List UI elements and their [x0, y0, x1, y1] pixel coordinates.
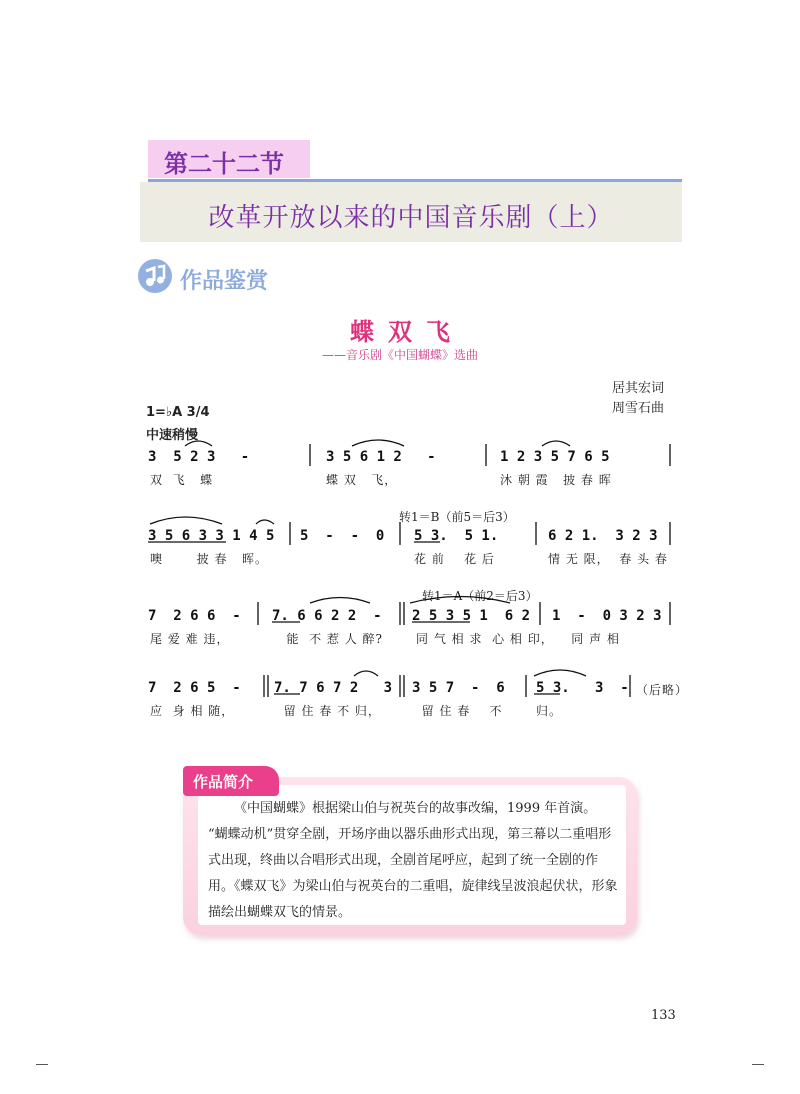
section-title: 改革开放以来的中国音乐剧（上） — [208, 203, 614, 233]
section-number: 第二十二节 — [164, 150, 284, 178]
lyric-line: 同 气 相 求 心 相 印， — [416, 632, 554, 646]
intro-text — [208, 796, 618, 926]
lyric-line: 同 声 相 — [552, 632, 620, 646]
page-number: 133 — [651, 1008, 676, 1023]
score-measure: 3 5 7 - 6 — [412, 680, 505, 696]
tempo-marking: 中速稍慢 — [146, 428, 199, 443]
lyric-line: 蝶 双 飞， — [326, 473, 398, 487]
slur — [542, 441, 570, 446]
omission-note: （后略） — [636, 683, 689, 697]
lyricist-credit: 居其宏词 — [612, 381, 665, 396]
lyric-line: 双 飞 蝶 — [150, 473, 214, 487]
score-measure: 3 5 2 3 - — [148, 449, 250, 465]
score-measure: 5 3. 3 - — [536, 680, 629, 696]
lyric-line: 应 身 相 随， — [150, 704, 235, 718]
composer-credit: 周雪石曲 — [612, 401, 665, 416]
slur — [185, 441, 212, 446]
intro-paragraph: “蝴蝶动机”贯穿全剧，开场序曲以器乐曲形式出现，第三幕以二重唱形式出现，终曲以合唱形式出现，全剧首尾呼应，起到了统一全剧的作用。《蝶双飞》为梁山伯与祝英台的二重唱，旋律线呈波浪起伏状，形象描绘出蝴蝶双飞的情景。 — [208, 827, 618, 920]
lyric-line: 情 无 限， 春 头 春 — [548, 552, 668, 566]
lyric-line: 留 住 春 不 归， — [274, 704, 381, 718]
score-measure: 3 5 6 3 3 1 4 5 — [148, 528, 275, 544]
key-signature: 1=♭A 3/4 — [146, 405, 210, 420]
score-measure: 7. 7 6 7 2 3 — [274, 680, 393, 696]
slur — [310, 598, 370, 604]
lyric-line: 沐 朝 霞 披 春 晖 — [500, 473, 612, 487]
score-measure: 1 2 3 5 7 6 5 — [500, 449, 610, 465]
lyric-line: 尾 爱 难 违， — [150, 632, 230, 646]
intro-paragraph: 《中国蝴蝶》根据梁山伯与祝英台的故事改编，1999 年首演。 — [234, 801, 597, 816]
crop-mark — [36, 1064, 48, 1065]
score-measure: 7 2 6 6 - — [148, 608, 241, 624]
slur — [534, 670, 586, 676]
lyric-line: 噢 披 春 晖。 — [150, 552, 268, 566]
lyric-line: 花 前 花 后 — [414, 552, 495, 566]
lyric-line: 归。 — [536, 704, 563, 718]
intro-tag-label: 作品简介 — [193, 773, 254, 791]
modulation-marking: 转1＝A（前2＝后3） — [422, 589, 538, 603]
score-measure: 1 - 0 3 2 3 — [552, 608, 662, 624]
slur — [150, 517, 222, 524]
appreciation-heading: 作品鉴赏 — [180, 269, 269, 294]
slur — [352, 440, 404, 446]
modulation-marking: 转1＝B（前5＝后3） — [399, 510, 515, 524]
score-measure: 5 3. 5 1. — [414, 528, 499, 544]
slur — [410, 597, 510, 604]
score-measure: 5 - - 0 — [300, 528, 385, 544]
score-measure: 3 5 6 1 2 - — [326, 449, 436, 465]
score-measure: 7 2 6 5 - — [148, 680, 241, 696]
score-measure: 6 2 1. 3 2 3 — [548, 528, 658, 544]
lyric-line: 能 不 惹 人 醉? — [272, 632, 383, 646]
score-measure: 7. 6 6 2 2 - — [272, 608, 382, 624]
crop-mark — [752, 1064, 764, 1065]
score-measure: 2 5 3 5 1 6 2 — [412, 608, 531, 624]
lyric-line: 留 住 春 不 — [412, 704, 503, 718]
song-title: 蝶双飞 — [350, 318, 464, 346]
song-subtitle: ——音乐剧《中国蝴蝶》选曲 — [322, 348, 479, 362]
intro-tag — [183, 766, 279, 796]
slur — [354, 671, 378, 676]
slur — [256, 520, 274, 524]
